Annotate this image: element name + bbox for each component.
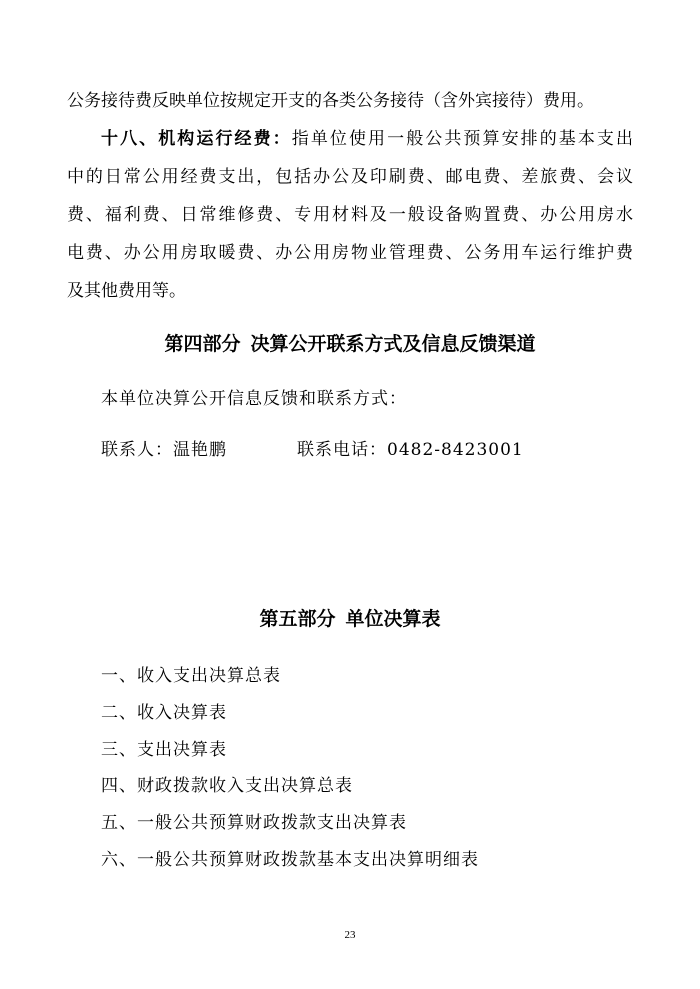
section-4-title: 决算公开联系方式及信息反馈渠道 [250,333,536,355]
paragraph-text: 公务接待费反映单位按规定开支的各类公务接待（含外宾接待）费用。 [67,91,594,111]
section-5-title: 单位决算表 [345,608,441,630]
contact-person: 联系人：温艳鹏 [101,440,227,460]
paragraph-text: 指单位使用一般公共预算安排的基本支出 [291,129,634,149]
page-number: 23 [344,929,356,941]
paragraph-line [67,89,594,113]
feedback-intro: 本单位决算公开信息反馈和联系方式： [101,389,407,409]
contact-phone: 联系电话：0482-8423001 [297,440,524,460]
paragraph-line [101,127,633,151]
paragraph-line: 中的日常公用经费支出，包括办公及印刷费、邮电费、差旅费、会议 [67,167,633,187]
list-item: 四、财政拨款收入支出决算总表 [101,776,353,796]
paragraph-line: 费、福利费、日常维修费、专用材料及一般设备购置费、办公用房水 [67,205,633,225]
paragraph-line: 及其他费用等。 [67,281,186,301]
list-item: 三、支出决算表 [101,740,227,760]
list-item: 五、一般公共预算财政拨款支出决算表 [101,813,407,833]
term-label: 十八、机构运行经费： [101,129,292,149]
paragraph-line: 电费、办公用房取暖费、办公用房物业管理费、公务用车运行维护费 [67,243,633,263]
section-4-part-label: 第四部分 [164,333,241,355]
list-item: 二、收入决算表 [101,703,227,723]
list-item: 一、收入支出决算总表 [101,666,281,686]
section-5-heading [0,606,700,632]
section-5-part-label: 第五部分 [259,608,336,630]
list-item: 六、一般公共预算财政拨款基本支出决算明细表 [101,850,479,870]
section-4-heading [0,331,700,357]
